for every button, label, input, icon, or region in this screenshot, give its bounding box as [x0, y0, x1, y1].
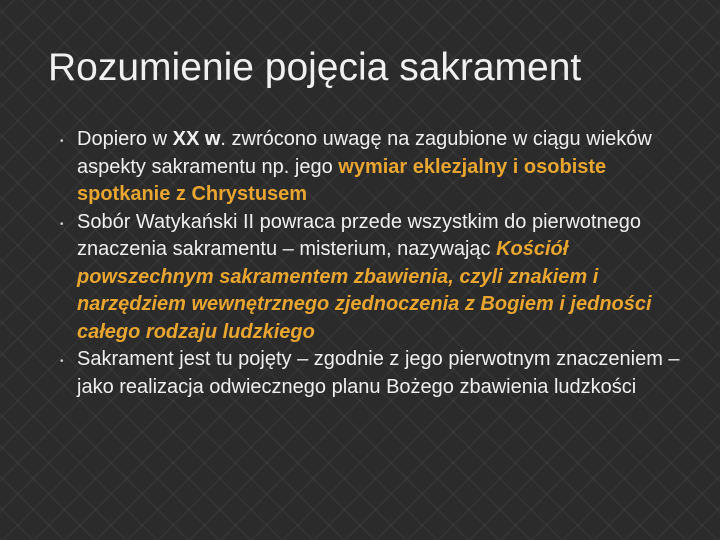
text-segment: Sakrament jest tu pojęty – zgodnie z jego pierwotnym znaczeniem – jako realizacja odwiecznego planu Bożego zbawienia ludzkości	[77, 348, 680, 398]
bullet-text	[77, 126, 687, 209]
text-segment: Sobór Watykański II powraca przede wszystkim do pierwotnego znaczenia sakramentu – misterium, nazywając	[77, 210, 641, 260]
bullet-text	[77, 346, 687, 401]
bullet-item	[0, 346, 720, 401]
bullet-text	[77, 209, 687, 347]
bullet-icon: •	[60, 218, 64, 230]
highlighted-text: wymiar eklezjalny i osobiste spotkanie z Chrystusem	[77, 155, 607, 205]
bullet-list	[0, 126, 720, 401]
slide-title: Rozumienie pojęcia sakrament	[48, 46, 582, 89]
bullet-icon: •	[60, 136, 64, 147]
text-segment: . zwrócono uwagę na zagubione w ciągu wieków aspekty sakramentu np. jego	[77, 128, 652, 178]
text-segment-bold: XX w	[172, 128, 221, 150]
bullet-item	[0, 126, 720, 209]
bullet-icon: •	[60, 356, 64, 367]
text-segment: Dopiero w	[77, 128, 173, 150]
bullet-item	[0, 209, 720, 347]
highlighted-text: Kościół powszechnym sakramentem zbawienia, czyli znakiem i narzędziem wewnętrznego zjednoczenia z Bogiem i jedności całego rodzaju ludzkiego	[77, 238, 652, 343]
